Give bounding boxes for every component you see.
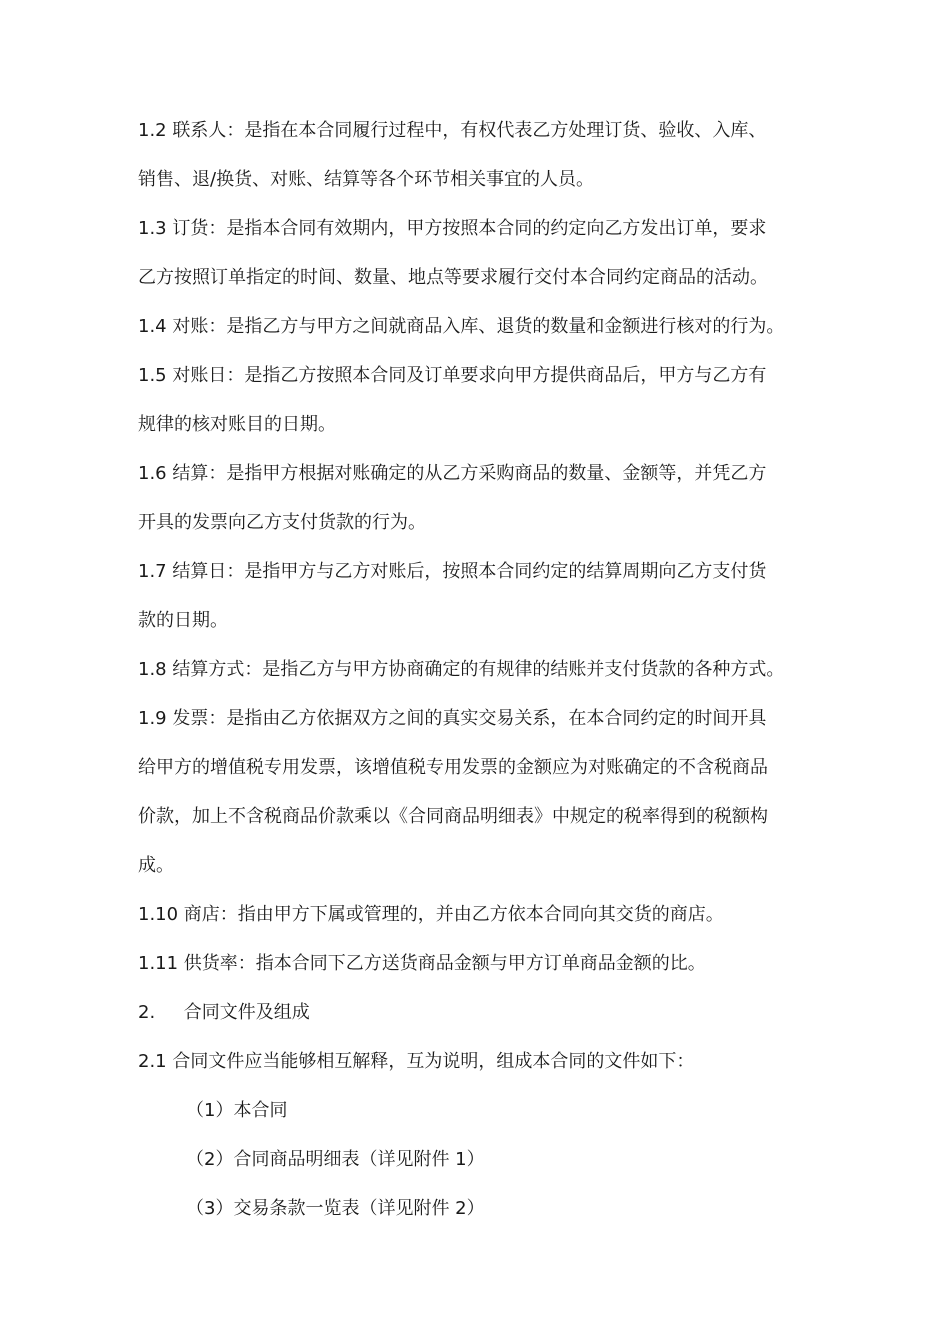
- clause-1-2-line-2: 销售、退/换货、对账、结算等各个环节相关事宜的人员。: [138, 169, 595, 190]
- clause-1-6-line-2: 开具的发票向乙方支付货款的行为。: [138, 512, 426, 533]
- clause-1-6-line-1: 1.6 结算：是指甲方根据对账确定的从乙方采购商品的数量、金额等，并凭乙方: [138, 463, 767, 484]
- clause-2-1-line-1: 2.1 合同文件应当能够相互解释，互为说明，组成本合同的文件如下：: [138, 1051, 695, 1072]
- clause-1-9-line-1: 1.9 发票：是指由乙方依据双方之间的真实交易关系，在本合同约定的时间开具: [138, 708, 767, 729]
- clause-1-9-line-4: 成。: [138, 855, 174, 876]
- clause-1-5-line-2: 规律的核对账目的日期。: [138, 414, 336, 435]
- clause-1-4-line-1: 1.4 对账：是指乙方与甲方之间就商品入库、退货的数量和金额进行核对的行为。: [138, 316, 785, 337]
- contract-file-item-1: （1）本合同: [186, 1100, 288, 1121]
- clause-1-7-line-2: 款的日期。: [138, 610, 228, 631]
- clause-1-5-line-1: 1.5 对账日：是指乙方按照本合同及订单要求向甲方提供商品后，甲方与乙方有: [138, 365, 767, 386]
- clause-1-9-line-2: 给甲方的增值税专用发票，该增值税专用发票的金额应为对账确定的不含税商品: [138, 757, 768, 778]
- document-body: [138, 106, 838, 1233]
- clause-1-2-line-1: 1.2 联系人：是指在本合同履行过程中，有权代表乙方处理订货、验收、入库、: [138, 120, 767, 141]
- clause-1-7-line-1: 1.7 结算日：是指甲方与乙方对账后，按照本合同约定的结算周期向乙方支付货: [138, 561, 767, 582]
- contract-file-item-3: （3）交易条款一览表（详见附件 2）: [186, 1198, 485, 1219]
- clause-1-9-line-3: 价款，加上不含税商品价款乘以《合同商品明细表》中规定的税率得到的税额构: [138, 806, 768, 827]
- clause-1-8-line-1: 1.8 结算方式：是指乙方与甲方协商确定的有规律的结账并支付货款的各种方式。: [138, 659, 785, 680]
- clause-1-3-line-1: 1.3 订货：是指本合同有效期内，甲方按照本合同的约定向乙方发出订单，要求: [138, 218, 767, 239]
- section-2-heading: 2. 合同文件及组成: [138, 1002, 310, 1023]
- clause-1-10-line-1: 1.10 商店：指由甲方下属或管理的，并由乙方依本合同向其交货的商店。: [138, 904, 724, 925]
- contract-file-item-2: （2）合同商品明细表（详见附件 1）: [186, 1149, 485, 1170]
- clause-1-11-line-1: 1.11 供货率：指本合同下乙方送货商品金额与甲方订单商品金额的比。: [138, 953, 706, 974]
- clause-1-3-line-2: 乙方按照订单指定的时间、数量、地点等要求履行交付本合同约定商品的活动。: [138, 267, 768, 288]
